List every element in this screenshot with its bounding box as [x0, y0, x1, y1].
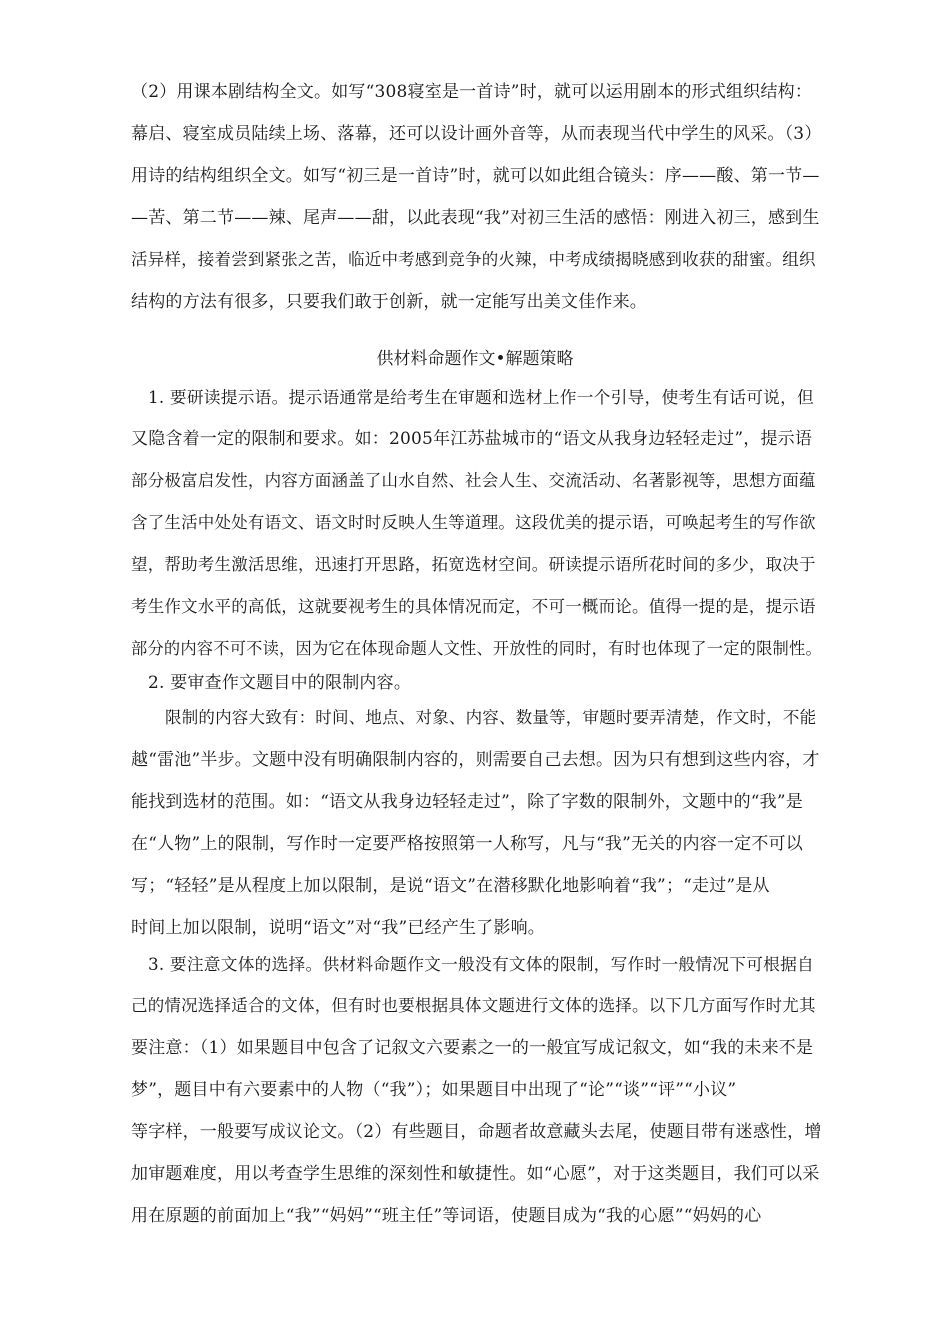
intro-line-5: 活异样，接着尝到紧张之苦，临近中考感到竞争的火辣，中考成绩揭晓感到收获的甜蜜。组织	[131, 250, 816, 269]
item2-line-6: 时间上加以限制，说明“语文”对“我”已经产生了影响。	[131, 918, 545, 938]
item3-line-1: 3. 要注意文体的选择。供材料命题作文一般没有文体的限制，写作时一般情况下可根据自	[148, 954, 815, 974]
intro-line-4: —苦、第二节——辣、尾声——甜，以此表现“我”对初三生活的感悟：刚进入初三，感到生	[131, 208, 820, 228]
item1-line-1: 1. 要研读提示语。提示语通常是给考生在审题和选材上作一个引导，使考生有话可说，但	[148, 387, 815, 407]
item2-line-2: 越“雷池”半步。文题中没有明确限制内容的，则需要自己去想。因为只有想到这些内容，才	[131, 750, 820, 770]
item3-line-2: 己的情况选择适合的文体，但有时也要根据具体文题进行文体的选择。以下几方面写作时尤其	[131, 996, 816, 1015]
item1-line-2: 又隐含着一定的限制和要求。如：2005年江苏盐城市的“语文从我身边轻轻走过”，提示语	[131, 429, 813, 449]
item2-line-5: 写；“轻轻”是从程度上加以限制，是说“语文”在潜移默化地影响着“我”；“走过”是从	[131, 876, 770, 896]
item3-line-3: 要注意：（1）如果题目中包含了记叙文六要素之一的一般宜写成记叙文，如“我的未来不是	[131, 1038, 814, 1058]
item2-line-3: 能找到选材的范围。如：“语文从我身边轻轻走过”，除了字数的限制外，文题中的“我”是	[131, 792, 803, 812]
item1-line-7: 部分的内容不可不读，因为它在体现命题人文性、开放性的同时，有时也体现了一定的限制性。	[131, 639, 822, 658]
item1-line-6: 考生作文水平的高低，这就要视考生的具体情况而定，不可一概而论。值得一提的是，提示语	[131, 597, 816, 616]
item2-heading: 2. 要审查作文题目中的限制内容。	[148, 673, 412, 693]
item3-line-6: 加审题难度，用以考查学生思维的深刻性和敏捷性。如“心愿”，对于这类题目，我们可以采	[131, 1164, 820, 1184]
section-title: 供材料命题作文•解题策略	[376, 349, 574, 369]
intro-line-3: 用诗的结构组织全文。如写“初三是一首诗”时，就可以如此组合镜头：序——酸、第一节—	[131, 166, 820, 186]
item1-line-4: 含了生活中处处有语文、语文时时反映人生等道理。这段优美的提示语，可唤起考生的写作欲	[131, 513, 816, 532]
item2-line-1: 限制的内容大致有：时间、地点、对象、内容、数量等，审题时要弄清楚，作文时，不能	[165, 708, 817, 727]
item2-line-4: 在“人物”上的限制，写作时一定要严格按照第一人称写，凡与“我”无关的内容一定不可以	[131, 834, 803, 854]
intro-line-1: （2）用课本剧结构全文。如写“308寝室是一首诗”时，就可以运用剧本的形式组织结构：	[131, 82, 813, 102]
intro-line-6: 结构的方法有很多，只要我们敢于创新，就一定能写出美文佳作来。	[131, 292, 647, 312]
item3-line-5: 等字样，一般要写成议论文。（2）有些题目，命题者故意藏头去尾，使题目带有迷惑性，增	[131, 1122, 822, 1142]
intro-line-2: 幕启、寝室成员陆续上场、落幕，还可以设计画外音等，从而表现当代中学生的风采。（3）	[131, 124, 822, 144]
item1-line-3: 部分极富启发性，内容方面涵盖了山水自然、社会人生、交流活动、名著影视等，思想方面蕴	[131, 471, 816, 490]
item1-line-5: 望，帮助考生激活思维，迅速打开思路，拓宽选材空间。研读提示语所花时间的多少，取决于	[131, 555, 816, 574]
item3-line-4: 梦”，题目中有六要素中的人物（“我”）；如果题目中出现了“论”“谈”“评”“小议”	[131, 1080, 737, 1100]
item3-line-7: 用在原题的前面加上“我”“妈妈”“班主任”等词语，使题目成为“我的心愿”“妈妈的心	[131, 1206, 762, 1226]
